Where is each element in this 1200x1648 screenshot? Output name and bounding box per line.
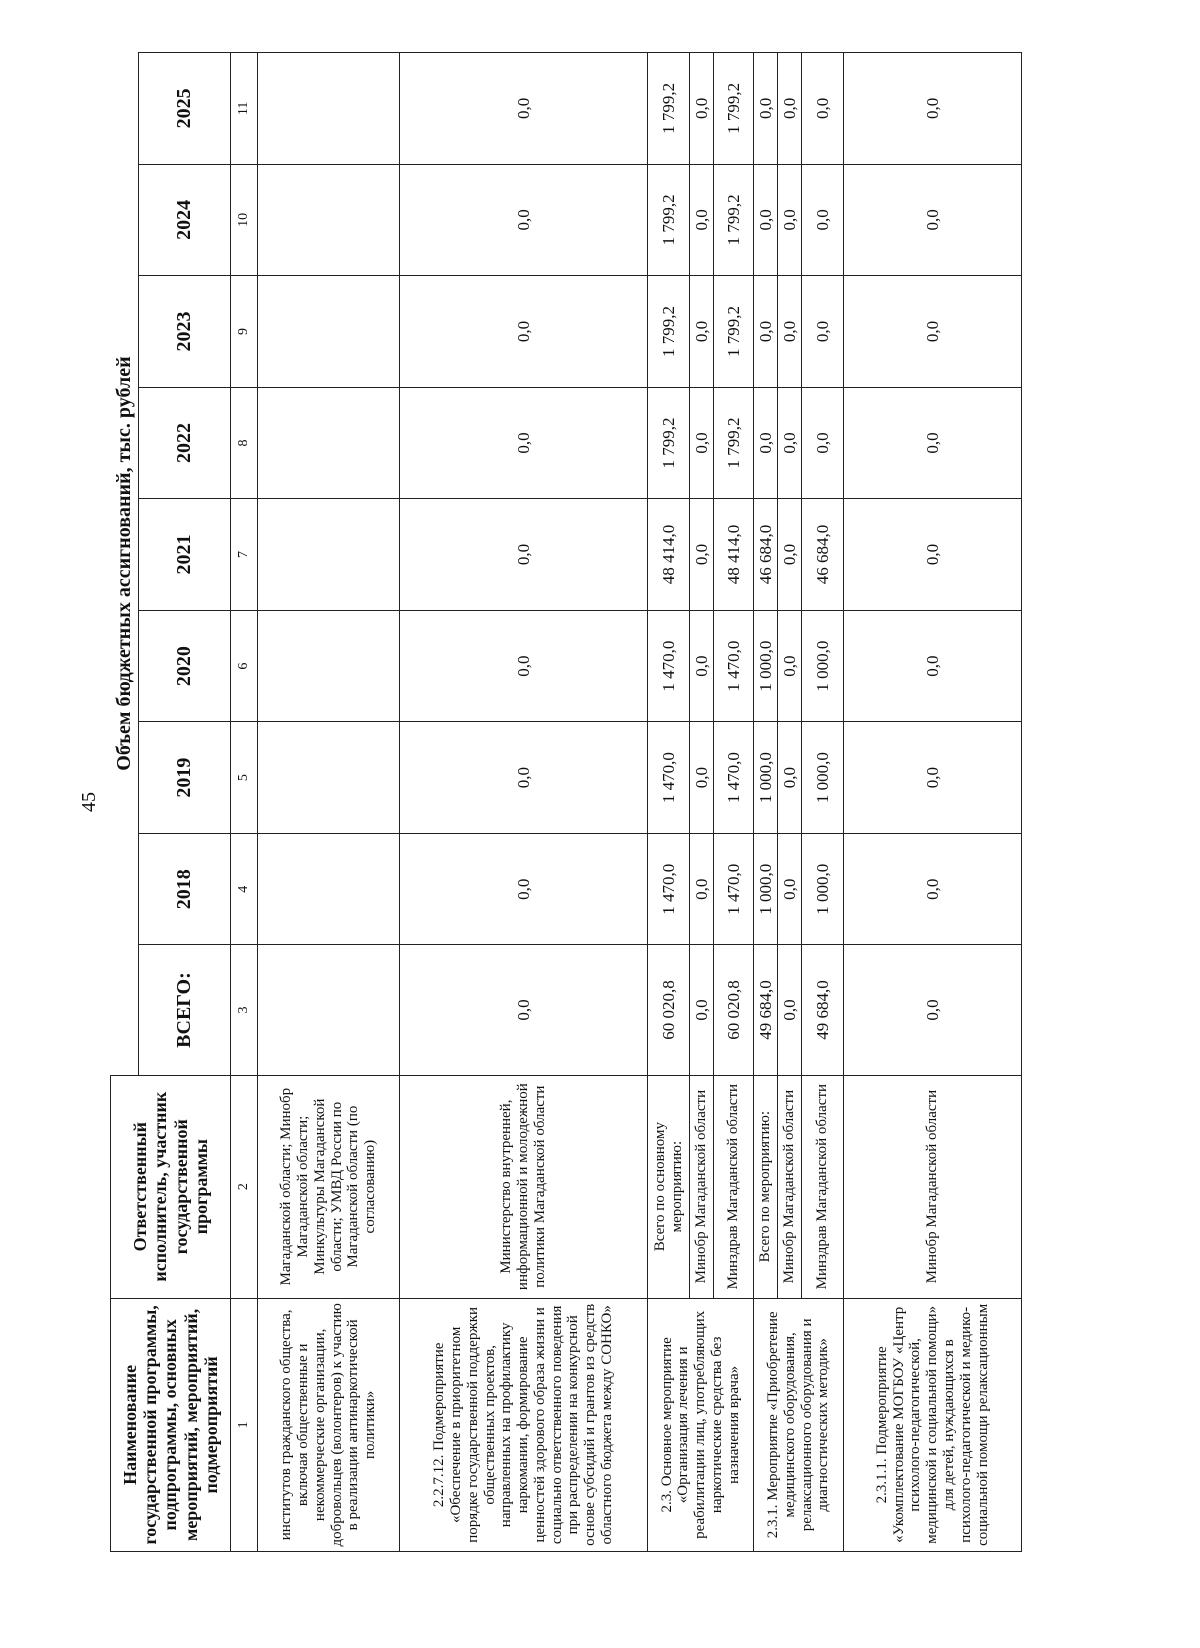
header-name: Наименование государственной программы, подпрограммы, основных мероприятий, мероприятий, подмероприятий [111, 1298, 231, 1551]
value-cell: 1 470,0 [648, 610, 690, 722]
value-cell: 1 799,2 [648, 53, 690, 165]
value-cell: 0,0 [400, 164, 648, 276]
header-year-2025: 2025 [139, 53, 231, 165]
value-cell [258, 833, 400, 945]
value-cell: 0,0 [690, 833, 714, 945]
row-executor: Всего по основному мероприятию: [648, 1075, 690, 1298]
row-executor: Магаданской области; Минобр Магаданской области; Минкультуры Магаданской области; УМВД России по Магаданской области (по согласованию) [258, 1075, 400, 1298]
header-year-2020: 2020 [139, 610, 231, 722]
value-cell: 0,0 [844, 722, 1022, 834]
value-cell: 0,0 [802, 53, 844, 165]
value-cell: 1 470,0 [648, 722, 690, 834]
value-cell: 0,0 [754, 53, 778, 165]
value-cell: 1 000,0 [802, 833, 844, 945]
value-cell: 0,0 [754, 164, 778, 276]
row-name: 2.3.1.1. Подмероприятие «Укомплектование МОГБОУ «Центр психолого-педагогической, медицинской и социальной помощи» для детей, нуждающихся в психолого-педагогической и медико-социальной помощи релаксационным [844, 1298, 1022, 1551]
value-cell: 1 799,2 [648, 276, 690, 388]
value-cell: 1 799,2 [648, 387, 690, 499]
column-number: 9 [231, 276, 258, 388]
column-number: 2 [231, 1075, 258, 1298]
value-cell: 0,0 [400, 610, 648, 722]
value-cell: 0,0 [400, 833, 648, 945]
value-cell: 1 000,0 [802, 722, 844, 834]
value-cell [258, 499, 400, 611]
value-cell: 48 414,0 [648, 499, 690, 611]
header-total: ВСЕГО: [139, 945, 231, 1075]
row-executor: Минздрав Магаданской области [714, 1075, 754, 1298]
value-cell: 0,0 [400, 276, 648, 388]
column-number: 8 [231, 387, 258, 499]
value-cell: 0,0 [690, 387, 714, 499]
column-number: 1 [231, 1298, 258, 1551]
value-cell: 1 000,0 [754, 722, 778, 834]
value-cell [258, 276, 400, 388]
rotated-table-container [110, 52, 1180, 1552]
value-cell: 60 020,8 [714, 945, 754, 1075]
column-number: 7 [231, 499, 258, 611]
value-cell: 1 000,0 [754, 610, 778, 722]
row-name: 2.3.1. Мероприятие «Приобретение медицинского оборудования, релаксационного оборудования и диагностических методик» [754, 1298, 844, 1551]
table-row [258, 53, 400, 1552]
value-cell [258, 610, 400, 722]
row-executor: Минобр Магаданской области [844, 1075, 1022, 1298]
column-number: 11 [231, 53, 258, 165]
value-cell: 1 470,0 [714, 833, 754, 945]
value-cell: 0,0 [778, 499, 802, 611]
value-cell: 0,0 [844, 610, 1022, 722]
value-cell: 46 684,0 [754, 499, 778, 611]
row-name: 2.2.7.12. Подмероприятие «Обеспечение в приоритетном порядке государственной поддержки общественных проектов, направленных на профилактику наркомании, формирование ценностей здорового образа жизни и социально ответственного поведения при распределении на конкурсной основе субсидий и грантов из средств областного бюджета между СОНКО» [400, 1298, 648, 1551]
value-cell: 1 799,2 [714, 387, 754, 499]
row-name: 2.3. Основное мероприятие «Организация лечения и реабилитации лиц, употребляющих наркотические средства без назначения врача» [648, 1298, 754, 1551]
table-row [754, 53, 778, 1552]
header-executor: Ответственный исполнитель, участник государственной программы [111, 1075, 231, 1298]
value-cell: 0,0 [802, 164, 844, 276]
value-cell: 0,0 [400, 387, 648, 499]
value-cell: 0,0 [802, 276, 844, 388]
value-cell [258, 164, 400, 276]
value-cell: 0,0 [778, 53, 802, 165]
value-cell: 1 799,2 [714, 276, 754, 388]
value-cell: 0,0 [844, 53, 1022, 165]
column-number: 6 [231, 610, 258, 722]
value-cell: 0,0 [844, 276, 1022, 388]
value-cell: 0,0 [690, 164, 714, 276]
value-cell: 0,0 [400, 722, 648, 834]
value-cell: 46 684,0 [802, 499, 844, 611]
header-year-2024: 2024 [139, 164, 231, 276]
value-cell: 1 799,2 [714, 164, 754, 276]
value-cell: 0,0 [754, 387, 778, 499]
value-cell: 0,0 [778, 833, 802, 945]
row-executor: Всего по мероприятию: [754, 1075, 778, 1298]
value-cell: 0,0 [844, 164, 1022, 276]
column-numbers-row [231, 53, 258, 1552]
value-cell: 48 414,0 [714, 499, 754, 611]
row-executor: Минздрав Магаданской области [802, 1075, 844, 1298]
value-cell: 0,0 [778, 722, 802, 834]
value-cell: 0,0 [400, 499, 648, 611]
table-row [400, 53, 648, 1552]
value-cell: 0,0 [778, 276, 802, 388]
column-number: 5 [231, 722, 258, 834]
row-name: институтов гражданского общества, включая общественные и некоммерческие организации, добровольцев (волонтеров) к участию в реализации антинаркотической политики» [258, 1298, 400, 1551]
value-cell: 0,0 [802, 387, 844, 499]
header-budget-title: Объем бюджетных ассигнований, тыс. рублей [111, 53, 139, 1076]
column-number: 3 [231, 945, 258, 1075]
column-number: 10 [231, 164, 258, 276]
header-year-2021: 2021 [139, 499, 231, 611]
header-year-2019: 2019 [139, 722, 231, 834]
value-cell [258, 722, 400, 834]
value-cell: 0,0 [690, 722, 714, 834]
value-cell: 0,0 [778, 945, 802, 1075]
budget-table [110, 52, 1022, 1552]
value-cell: 0,0 [690, 276, 714, 388]
row-executor: Министерство внутренней, информационной и молодежной политики Магаданской области [400, 1075, 648, 1298]
table-row [844, 53, 1022, 1552]
value-cell: 1 000,0 [802, 610, 844, 722]
value-cell: 0,0 [844, 945, 1022, 1075]
value-cell: 60 020,8 [648, 945, 690, 1075]
value-cell: 1 000,0 [754, 833, 778, 945]
table-row [648, 53, 690, 1552]
value-cell: 49 684,0 [754, 945, 778, 1075]
value-cell: 0,0 [400, 53, 648, 165]
value-cell: 0,0 [690, 499, 714, 611]
value-cell: 0,0 [690, 945, 714, 1075]
value-cell: 0,0 [754, 276, 778, 388]
header-year-2022: 2022 [139, 387, 231, 499]
value-cell: 0,0 [400, 945, 648, 1075]
value-cell: 0,0 [844, 499, 1022, 611]
row-executor: Минобр Магаданской области [778, 1075, 802, 1298]
value-cell: 0,0 [844, 833, 1022, 945]
value-cell [258, 387, 400, 499]
header-year-2023: 2023 [139, 276, 231, 388]
value-cell: 0,0 [844, 387, 1022, 499]
value-cell: 1 470,0 [714, 722, 754, 834]
value-cell: 49 684,0 [802, 945, 844, 1075]
column-number: 4 [231, 833, 258, 945]
row-executor: Минобр Магаданской области [690, 1075, 714, 1298]
value-cell: 0,0 [690, 53, 714, 165]
value-cell: 1 470,0 [714, 610, 754, 722]
value-cell [258, 945, 400, 1075]
value-cell: 0,0 [778, 387, 802, 499]
value-cell: 0,0 [690, 610, 714, 722]
value-cell: 0,0 [778, 164, 802, 276]
value-cell [258, 53, 400, 165]
page-number: 45 [78, 792, 100, 812]
header-year-2018: 2018 [139, 833, 231, 945]
value-cell: 1 799,2 [648, 164, 690, 276]
value-cell: 1 470,0 [648, 833, 690, 945]
value-cell: 1 799,2 [714, 53, 754, 165]
value-cell: 0,0 [778, 610, 802, 722]
